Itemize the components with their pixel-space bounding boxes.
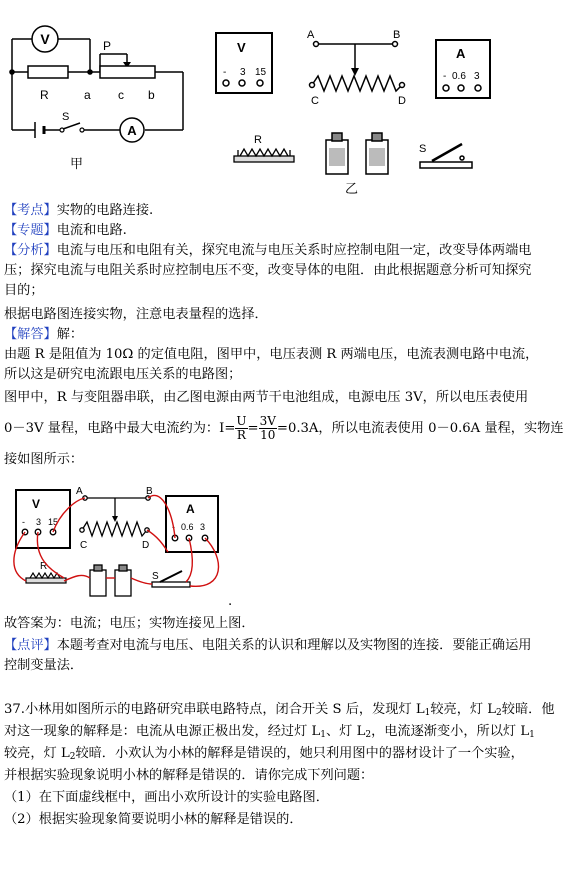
dianping-tag: 【点评】 xyxy=(4,638,57,653)
label-a: a xyxy=(84,88,91,102)
jieda-line-0: 【解答】解： xyxy=(4,327,84,342)
ammeter-device xyxy=(436,40,490,98)
rheo-node-C: C xyxy=(311,95,319,107)
fenxi-line-3: 目的； xyxy=(4,283,44,298)
answer-line: 故答案为：电流；电压；实物连接见上图． xyxy=(4,616,255,631)
svg-text:3: 3 xyxy=(36,517,42,527)
label-R: R xyxy=(40,88,49,102)
ameter-3-label: 3 xyxy=(474,71,480,82)
fenxi-tag: 【分析】 xyxy=(4,243,57,258)
resistor-device xyxy=(234,149,294,162)
mid-battery-cells xyxy=(90,565,131,596)
zhuanti-text: 电流和电路. xyxy=(56,223,127,238)
kaodian-tag: 【考点】 xyxy=(4,203,57,218)
jieda-line-3: 图甲中，R 与变阻器串联，由乙图电源由两节干电池组成，电源电压 3V，所以电压表使用 xyxy=(4,390,529,405)
resistor-symbol xyxy=(28,66,68,78)
rheo-node-A: A xyxy=(307,29,315,41)
label-S: S xyxy=(62,111,70,123)
ammeter-label: A xyxy=(127,123,137,138)
dianping-line-1: 【点评】本题考查对电流与电压、电阻关系的认识和理解以及实物图的连接．要能正确运用 xyxy=(4,638,532,653)
fraction-3v-over-10: $\frac{3V}{10}$ xyxy=(259,414,276,442)
rheo-node-D: D xyxy=(398,95,406,107)
q37-line-1: 37.小林用如图所示的电路研究串联电路特点，闭合开关 S 后，发现灯 $L_1$较亮，灯 $L_2$较暗．他 xyxy=(4,702,555,718)
vmeter-3-label: 3 xyxy=(240,67,246,78)
label-jia: 甲 xyxy=(70,157,84,172)
svg-text:15: 15 xyxy=(48,517,59,527)
jieda-line-5: 接如图所示： xyxy=(4,452,84,467)
fenxi-line-1: 【分析】电流与电压和电阻有关，探究电流与电压关系时应控制电阻一定，改变导体两端电 xyxy=(4,243,532,258)
svg-text:C: C xyxy=(80,540,88,551)
jieda-line-2: 所以这是研究电流跟电压关系的电路图； xyxy=(4,367,242,382)
svg-text:-: - xyxy=(172,522,175,532)
knife-switch-device xyxy=(420,144,472,168)
mid-resistor-rod xyxy=(26,573,66,583)
ameter-06-label: 0.6 xyxy=(452,71,466,82)
svg-text:0.6: 0.6 xyxy=(181,522,194,532)
mid-rheostat xyxy=(80,496,150,536)
q37-line-3: 较亮，灯 $L_2$较暗．小欢认为小林的解释是错误的，她只利用图中的器材设计了一个实验， xyxy=(4,746,524,762)
q37-line-4: 并根据实验现象说明小林的解释是错误的．请你完成下列问题： xyxy=(4,768,374,783)
ameter-minus-label: - xyxy=(443,71,447,82)
svg-text:B: B xyxy=(146,486,153,497)
svg-text:-: - xyxy=(22,517,25,527)
rheostat-symbol xyxy=(100,66,155,78)
voltmeter-device-label: V xyxy=(237,40,246,55)
dianping-line-2: 控制变量法． xyxy=(4,658,84,673)
q37-line-5: （1）在下面虚线框中，画出小欢所设计的实验电路图． xyxy=(4,790,329,805)
rheo-node-B: B xyxy=(393,29,401,41)
fraction-u-over-r: $\frac{U}{R}$ xyxy=(236,414,247,442)
jieda-line-1: 由题 R 是阻值为 10Ω 的定值电阻，图甲中，电压表测 R 两端电压，电流表测电路中电流， xyxy=(4,347,539,362)
kaodian-text: 实物的电路连接. xyxy=(56,203,154,218)
rheostat-device xyxy=(310,42,405,92)
vmeter-15-label: 15 xyxy=(255,67,267,78)
q37-line-6: （2）根据实验现象简要说明小林的解释是错误的． xyxy=(4,812,303,827)
jieda-line-4: 0－3V 量程，电路中最大电流约为：I= $\frac{U}{R}$ = $\frac{3V}{10}$ =0.3A，所以电流表使用 0－0.6A 量程，实物连 xyxy=(4,414,564,442)
svg-text:A: A xyxy=(186,502,195,516)
voltmeter-device xyxy=(216,33,272,93)
label-yi: 乙 xyxy=(345,182,359,197)
svg-text:D: D xyxy=(142,540,150,551)
svg-text:S: S xyxy=(152,571,159,582)
ammeter-device-label: A xyxy=(456,46,466,61)
switch-symbol xyxy=(63,123,80,129)
jieda-tag: 【解答】 xyxy=(4,327,57,342)
zhuanti-line xyxy=(4,221,560,241)
switch-device-label-S: S xyxy=(419,143,427,155)
top-circuit-figure xyxy=(0,0,564,200)
battery-cells-device xyxy=(326,133,388,174)
svg-text:V: V xyxy=(32,497,41,511)
figure-end-dot: . xyxy=(228,594,233,609)
zhuanti-tag: 【专题】 xyxy=(4,223,57,238)
svg-text:A: A xyxy=(76,486,83,497)
svg-text:R: R xyxy=(40,561,48,572)
label-P: P xyxy=(103,39,112,53)
connected-circuit-figure xyxy=(0,478,240,603)
q37-line-2: 对这一现象的解释是：电流从电源正极出发，经过灯 $L_1$、灯 $L_2$，电流逐渐变小，所以灯 $L_1$ xyxy=(4,724,535,740)
kaodian-line xyxy=(4,201,560,221)
fenxi-line-2: 压；探究电流与电阻关系时应控制电压不变，改变导体的电阻．由此根据题意分析可知探究 xyxy=(4,263,532,278)
voltmeter-label: V xyxy=(40,31,50,47)
label-c: c xyxy=(118,88,124,102)
rod-label-R: R xyxy=(254,134,262,146)
svg-text:3: 3 xyxy=(200,522,206,532)
label-b: b xyxy=(148,88,155,102)
fenxi-line-4: 根据电路图连接实物，注意电表量程的选择． xyxy=(4,307,268,322)
vmeter-minus-label: - xyxy=(223,67,227,78)
